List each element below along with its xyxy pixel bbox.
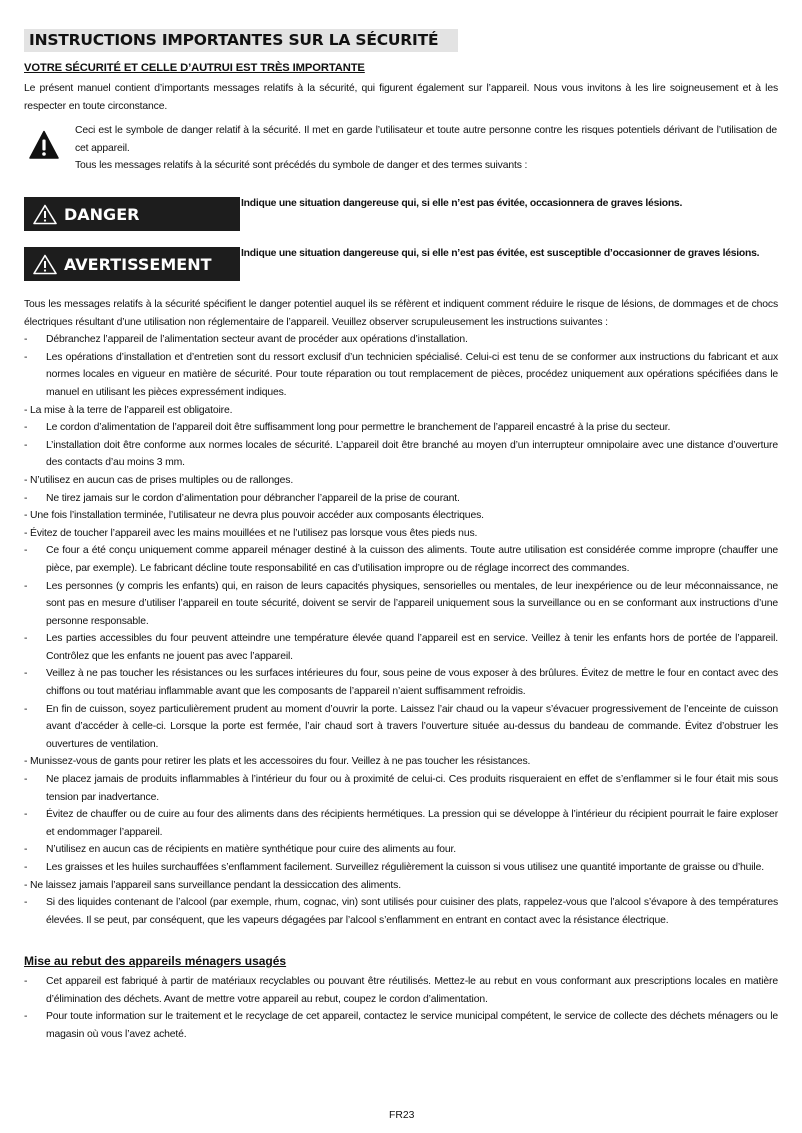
list-item-text: L’installation doit être conforme aux normes locales de sécurité. L’appareil doit être branché au moyen d’un interrupteur omnipolaire avec une distance d’ouverture des contacts d’au moins 3 mm.: [46, 439, 778, 469]
section-subtitle: VOTRE SÉCURITÉ ET CELLE D’AUTRUI EST TRÈS IMPORTANTE: [24, 62, 365, 74]
danger-badge: [24, 197, 240, 231]
avertissement-badge: [24, 247, 240, 281]
safety-instructions-list: [24, 296, 778, 929]
list-item-text: Les personnes (y compris les enfants) qui, en raison de leurs capacités physiques, sensorielles ou mentales, de leur inexpérience ou de leur méconnaissance, ne sont pas en mesure d’utiliser l’appareil en toute sécurité, doivent se servir de l’appareil uniquement sous la surveillance ou en se conformant aux instructions d’une personne responsable.: [46, 580, 778, 627]
list-item: [24, 630, 778, 665]
bullet-dash: -: [24, 351, 28, 363]
list-item: [24, 1008, 778, 1043]
avertissement-label: AVERTISSEMENT: [64, 255, 212, 274]
list-item-text: Évitez de chauffer ou de cuire au four des aliments dans des récipients hermétiques. La pression qui se développe à l’intérieur du récipient pourrait le faire exploser et endommager l’appareil.: [46, 809, 778, 838]
list-item-text: Ne placez jamais de produits inflammables à l’intérieur du four ou à proximité de celui-ci. Ces produits risqueraient en effet de s’enflammer si le four était mis sous tension par inadvertance.: [46, 774, 778, 803]
list-item: [24, 701, 778, 754]
danger-label: DANGER: [64, 205, 140, 224]
list-item: [24, 437, 778, 472]
list-item-text: Débranchez l’appareil de l’alimentation secteur avant de procéder aux opérations d’installation.: [46, 334, 468, 346]
bullet-dash: -: [24, 844, 28, 856]
list-item: [24, 806, 778, 841]
bullet-dash: -: [24, 492, 28, 504]
bullet-dash: -: [24, 774, 28, 786]
list-item: [24, 859, 778, 877]
list-item-text: Tous les messages relatifs à la sécurité spécifient le danger potentiel auquel ils se réfèrent et indiquent comment réduire le risque de lésions, de dommages et de chocs électriques résultant d’une utilisation non réglementaire de l’appareil. Veuillez observer scrupuleusement les instructions suivantes :: [24, 299, 778, 328]
avertissement-description: Indique une situation dangereuse qui, si elle n’est pas évitée, est susceptible d’occasionner de graves lésions.: [241, 248, 760, 259]
bullet-dash: -: [24, 334, 28, 346]
list-item: [24, 349, 778, 402]
warning-triangle-icon: [29, 130, 59, 160]
intro-paragraph: Le présent manuel contient d’importants messages relatifs à la sécurité, qui figurent également sur l’appareil. Nous vous invitons à les lire soigneusement et à les respecter en toute circonstance.: [24, 83, 778, 112]
list-item-text: En fin de cuisson, soyez particulièrement prudent au moment d’ouvrir la porte. Laissez l’air chaud ou la vapeur s’évacuer progressivement de l’enceinte de cuisson avant d’accéder à celle-ci. Lorsque la porte est fermée, l’air chaud sort à travers l’ouverture située au-dessus du bandeau de commande. Évitez d’obstruer les ouvertures de ventilation.: [46, 703, 778, 750]
bullet-dash: -: [24, 633, 28, 645]
list-item-text: Cet appareil est fabriqué à partir de matériaux recyclables ou pouvant être réutilisés. Mettez-le au rebut en vous conformant aux prescriptions locales en matière d’élimination des déchets. Avant de mettre votre appareil au rebut, coupez le cordon d’alimentation.: [46, 976, 778, 1005]
page-number: FR23: [389, 1110, 415, 1121]
list-item: [24, 419, 778, 437]
bullet-dash: -: [24, 897, 28, 909]
list-item-text: Le cordon d’alimentation de l’appareil doit être suffisamment long pour permettre le branchement de l’appareil encastré à la prise du secteur.: [46, 422, 671, 434]
list-item: [24, 472, 778, 490]
bullet-dash: -: [24, 976, 28, 987]
list-item-text: - Évitez de toucher l’appareil avec les mains mouillées et ne l’utilisez pas lorsque vous êtes pieds nus.: [24, 527, 478, 539]
list-item: [24, 841, 778, 859]
list-item: [24, 578, 778, 631]
bullet-dash: -: [24, 439, 28, 451]
list-item: [24, 402, 778, 420]
list-item-text: Si des liquides contenant de l’alcool (par exemple, rhum, cognac, vin) sont utilisés pour cuisiner des plats, rappelez-vous que l’alcool s’évapore à des températures élevées. Il se peut, par conséquent, que les vapeurs dégagées par l’alcool s’enflamment en entrant en contact avec la résistance électrique.: [46, 897, 778, 926]
bullet-dash: -: [24, 809, 28, 821]
list-item-text: - Ne laissez jamais l’appareil sans surveillance pendant la dessiccation des aliments.: [24, 879, 401, 891]
list-item-text: Pour toute information sur le traitement et le recyclage de cet appareil, contactez le service municipal compétent, le service de collecte des déchets ménagers ou le magasin où vous l’avez acheté.: [46, 1011, 778, 1040]
bullet-dash: -: [24, 668, 28, 680]
bullet-dash: -: [24, 422, 28, 434]
title-bar: [24, 29, 458, 52]
bullet-dash: -: [24, 545, 28, 557]
list-item-text: Ne tirez jamais sur le cordon d’alimentation pour débrancher l’appareil de la prise de courant.: [46, 492, 460, 504]
list-item-text: Les graisses et les huiles surchauffées s’enflamment facilement. Surveillez régulièrement la cuisson si vous utilisez une quantité importante de graisse ou d’huile.: [46, 862, 764, 873]
list-item: [24, 753, 778, 771]
list-item: [24, 525, 778, 543]
list-item-text: Veillez à ne pas toucher les résistances ou les surfaces intérieures du four, sous peine de vous exposer à des brûlures. Évitez de mettre le four en contact avec des chiffons ou tout matériau inflammable avant que les composants de l’appareil n’aient suffisamment refroidis.: [46, 668, 778, 698]
list-item-text: Ce four a été conçu uniquement comme appareil ménager destiné à la cuisson des aliments. Toute autre utilisation est considérée comme impropre (chauffer une pièce, par exemple). Le fabricant décline toute responsabilité en cas d’utilisation impropre ou de réglage incorrect des commandes.: [46, 545, 778, 574]
list-item-text: N’utilisez en aucun cas de récipients en matière synthétique pour cuire des aliments au four.: [46, 844, 456, 856]
list-item: [24, 331, 778, 349]
list-item: [24, 665, 778, 700]
list-item: [24, 973, 778, 1008]
warning-triangle-icon: [33, 254, 57, 275]
bullet-dash: -: [24, 580, 28, 592]
list-item: [24, 490, 778, 508]
list-item-text: Les opérations d’installation et d’entretien sont du ressort exclusif d’un technicien spécialisé. Celui-ci est tenu de se conformer aux instructions du fabricant et aux normes locales en vigueur en matière de sécurité. Pour toute réparation ou tout remplacement de pièces, procédez uniquement aux opérations spécifiées dans le manuel en utilisant les pièces expressément indiques.: [46, 351, 778, 398]
symbol-explanation: [75, 122, 777, 175]
symbol-text-1: Ceci est le symbole de danger relatif à la sécurité. Il met en garde l’utilisateur et toute autre personne contre les risques potentiels dérivant de l’utilisation de cet appareil.: [75, 125, 777, 154]
list-item-text: - N’utilisez en aucun cas de prises multiples ou de rallonges.: [24, 474, 294, 486]
list-item: [24, 894, 778, 929]
list-item-text: - Une fois l’installation terminée, l’utilisateur ne devra plus pouvoir accéder aux composants électriques.: [24, 510, 484, 522]
list-item: [24, 771, 778, 806]
list-item-text: Les parties accessibles du four peuvent atteindre une température élevée quand l’appareil est en service. Veillez à tenir les enfants hors de portée de l’appareil. Contrôlez que les enfants ne jouent pas avec l’appareil.: [46, 633, 778, 662]
bullet-dash: -: [24, 1011, 28, 1023]
list-item: [24, 507, 778, 525]
list-item-text: - Munissez-vous de gants pour retirer les plats et les accessoires du four. Veillez à ne pas toucher les résistances.: [24, 756, 531, 768]
disposal-instructions-list: [24, 973, 778, 1043]
list-item: [24, 296, 778, 331]
page-title: INSTRUCTIONS IMPORTANTES SUR LA SÉCURITÉ: [29, 31, 439, 49]
list-item: [24, 542, 778, 577]
bullet-dash: -: [24, 703, 28, 715]
symbol-text-2: Tous les messages relatifs à la sécurité sont précédés du symbole de danger et des termes suivants :: [75, 160, 528, 172]
list-item: [24, 877, 778, 895]
disposal-title: Mise au rebut des appareils ménagers usagés: [24, 954, 287, 968]
bullet-dash: -: [24, 862, 28, 873]
warning-triangle-icon: [33, 204, 57, 225]
list-item-text: - La mise à la terre de l’appareil est obligatoire.: [24, 404, 233, 416]
danger-description: Indique une situation dangereuse qui, si elle n’est pas évitée, occasionnera de graves lésions.: [241, 198, 683, 209]
